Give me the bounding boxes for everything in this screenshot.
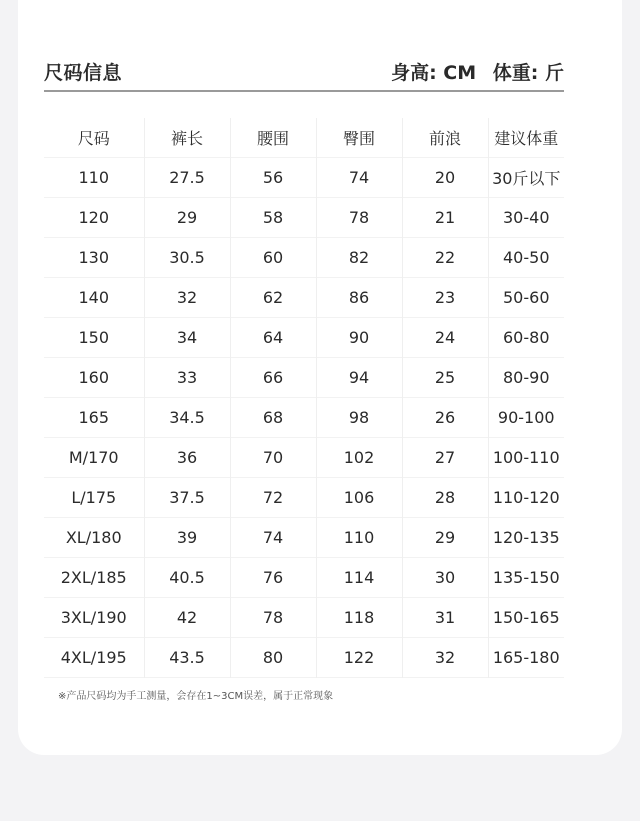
table-row bbox=[44, 398, 564, 438]
table-row bbox=[44, 598, 564, 638]
table-cell: 114 bbox=[316, 558, 402, 598]
table-cell: 62 bbox=[230, 278, 316, 318]
table-row bbox=[44, 518, 564, 558]
table-cell: 76 bbox=[230, 558, 316, 598]
table-cell: 4XL/195 bbox=[44, 638, 144, 678]
table-row bbox=[44, 558, 564, 598]
size-chart-table bbox=[44, 118, 564, 678]
table-row bbox=[44, 198, 564, 238]
table-cell: 34 bbox=[144, 318, 230, 358]
table-cell: 37.5 bbox=[144, 478, 230, 518]
table-cell: 110 bbox=[316, 518, 402, 558]
table-cell: 106 bbox=[316, 478, 402, 518]
table-cell: 30.5 bbox=[144, 238, 230, 278]
table-cell: 102 bbox=[316, 438, 402, 478]
table-cell: 82 bbox=[316, 238, 402, 278]
table-cell: 40.5 bbox=[144, 558, 230, 598]
table-cell: 60 bbox=[230, 238, 316, 278]
table-cell: 68 bbox=[230, 398, 316, 438]
table-cell: 74 bbox=[230, 518, 316, 558]
table-cell: 26 bbox=[402, 398, 488, 438]
column-header: 尺码 bbox=[44, 118, 144, 158]
table-cell: 60-80 bbox=[503, 328, 550, 347]
table-cell: 3XL/190 bbox=[44, 598, 144, 638]
table-row bbox=[44, 278, 564, 318]
table-cell: 29 bbox=[402, 518, 488, 558]
table-cell: 36 bbox=[144, 438, 230, 478]
table-cell: 90 bbox=[316, 318, 402, 358]
table-cell: 74 bbox=[316, 158, 402, 198]
table-row bbox=[44, 478, 564, 518]
table-cell: 2XL/185 bbox=[44, 558, 144, 598]
table-cell: 31 bbox=[402, 598, 488, 638]
table-cell: 90-100 bbox=[497, 408, 555, 427]
unit-legend bbox=[381, 58, 564, 85]
table-cell: 33 bbox=[144, 358, 230, 398]
table-row bbox=[44, 638, 564, 678]
table-cell: 32 bbox=[144, 278, 230, 318]
table-cell: 39 bbox=[144, 518, 230, 558]
table-cell: 27.5 bbox=[144, 158, 230, 198]
column-header: 前浪 bbox=[402, 118, 488, 158]
column-header: 建议体重 bbox=[494, 129, 559, 148]
table-cell: 135-150 bbox=[492, 568, 560, 587]
table-cell: L/175 bbox=[44, 478, 144, 518]
table-cell: 64 bbox=[230, 318, 316, 358]
table-cell: 30 bbox=[402, 558, 488, 598]
table-header-row bbox=[44, 118, 564, 158]
table-cell: 120 bbox=[44, 198, 144, 238]
table-cell: 130 bbox=[44, 238, 144, 278]
table-cell: 27 bbox=[402, 438, 488, 478]
table-body bbox=[44, 158, 564, 678]
table-cell: 150 bbox=[44, 318, 144, 358]
table-cell: 42 bbox=[144, 598, 230, 638]
table-cell: 120-135 bbox=[492, 528, 560, 547]
table-cell: 56 bbox=[230, 158, 316, 198]
table-cell: 29 bbox=[144, 198, 230, 238]
table-cell: 72 bbox=[230, 478, 316, 518]
size-info-header bbox=[44, 54, 564, 92]
table-cell: 50-60 bbox=[503, 288, 550, 307]
table-cell: 80-90 bbox=[503, 368, 550, 387]
table-row bbox=[44, 358, 564, 398]
table-cell: 66 bbox=[230, 358, 316, 398]
table-cell: 30-40 bbox=[503, 208, 550, 227]
table-row bbox=[44, 158, 564, 198]
page-title: 尺码信息 bbox=[44, 62, 123, 84]
table-cell: 110-120 bbox=[492, 488, 560, 507]
table-cell: 58 bbox=[230, 198, 316, 238]
table-cell: 20 bbox=[402, 158, 488, 198]
table-cell: 160 bbox=[44, 358, 144, 398]
table-row bbox=[44, 438, 564, 478]
table-cell: 98 bbox=[316, 398, 402, 438]
table-cell: 122 bbox=[316, 638, 402, 678]
table-row bbox=[44, 238, 564, 278]
table-cell: 165-180 bbox=[492, 648, 560, 667]
table-cell: 78 bbox=[316, 198, 402, 238]
height-unit-label: 身高: CM bbox=[391, 62, 477, 84]
table-cell: 150-165 bbox=[492, 608, 560, 627]
table-cell: 118 bbox=[316, 598, 402, 638]
column-header: 臀围 bbox=[316, 118, 402, 158]
table-cell: 32 bbox=[402, 638, 488, 678]
measurement-note: ※产品尺码均为手工测量，会存在1~3CM误差，属于正常现象 bbox=[58, 691, 334, 702]
table-cell: 110 bbox=[44, 158, 144, 198]
table-cell: 24 bbox=[402, 318, 488, 358]
table-cell: 80 bbox=[230, 638, 316, 678]
table-cell: 86 bbox=[316, 278, 402, 318]
weight-unit-label: 体重: 斤 bbox=[492, 62, 564, 84]
table-cell: 165 bbox=[44, 398, 144, 438]
table-cell: 40-50 bbox=[503, 248, 550, 267]
table-cell: M/170 bbox=[44, 438, 144, 478]
column-header: 裤长 bbox=[144, 118, 230, 158]
table-cell: 100-110 bbox=[492, 448, 560, 467]
table-cell: 140 bbox=[44, 278, 144, 318]
table-row bbox=[44, 318, 564, 358]
table-cell: XL/180 bbox=[44, 518, 144, 558]
table-cell: 30斤以下 bbox=[492, 169, 561, 188]
table-cell: 23 bbox=[402, 278, 488, 318]
table-cell: 28 bbox=[402, 478, 488, 518]
column-header: 腰围 bbox=[230, 118, 316, 158]
table-cell: 70 bbox=[230, 438, 316, 478]
table-cell: 78 bbox=[230, 598, 316, 638]
table-cell: 34.5 bbox=[144, 398, 230, 438]
table-cell: 94 bbox=[316, 358, 402, 398]
table-cell: 43.5 bbox=[144, 638, 230, 678]
table-cell: 22 bbox=[402, 238, 488, 278]
table-cell: 21 bbox=[402, 198, 488, 238]
table-cell: 25 bbox=[402, 358, 488, 398]
